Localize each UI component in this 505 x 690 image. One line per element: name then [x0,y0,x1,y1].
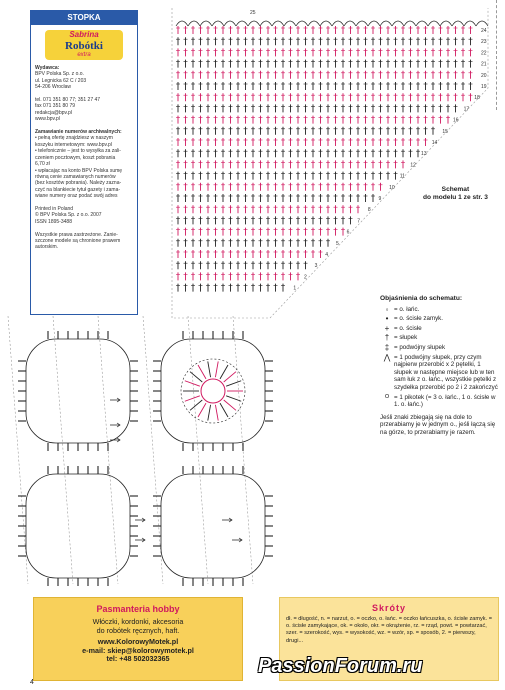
watermark: PassionForum.ru [258,655,423,677]
top-arch [476,21,488,26]
row-number: 19 [481,84,487,90]
row-number: 14 [431,140,438,146]
top-arch [236,21,248,26]
radial-stitch [198,403,206,417]
ad-phone: tel: +48 502032365 [106,654,170,664]
top-arch [416,21,428,26]
stopka-line: © BPV Polska Sp. z o.o. 2007 [35,212,102,219]
row-number: 11 [399,173,405,180]
top-arch [188,21,200,26]
legend-symbol: ⋀ [383,352,391,362]
row-number: 18 [474,95,480,102]
top-arch [260,21,272,26]
top-arch [296,21,308,26]
radial-stitch [190,400,202,410]
stopka-line: fax 071 351 80 79 [35,103,76,110]
legend-text: = słupek [394,334,418,342]
radial-stitch [215,405,218,421]
legend-text: = o. łańc. [394,305,420,313]
row-number: 8 [367,207,371,214]
row-number: 17 [463,106,470,113]
top-row-number: 25 [250,10,256,16]
legend-item [380,315,498,323]
motif-frame [161,474,265,578]
legend-text: = podwójny słupek [394,343,446,351]
logo-top: Sabrina [69,30,99,39]
radial-stitch [185,396,200,401]
stopka-line: Printed in Poland [35,205,74,212]
ad-line1: Włóczki, kordonki, akcesoria [92,617,184,626]
stopka-line: autorskim. [35,244,59,251]
legend-item [380,334,498,342]
row-number: 6 [346,229,350,236]
legend-text: = 1 pikotek (= 3 o. łańc., 1 o. ścisłe w 1. o. łańc.) [394,393,496,409]
top-arch [176,21,188,26]
top-arch [440,21,452,26]
abbreviations-title: Skróty [371,603,406,613]
ad-line2: do robótek ręcznych, haft. [96,626,180,635]
radial-stitch [215,361,218,377]
center-ring [201,379,225,403]
row-number: 5 [335,240,339,247]
motif-frame [26,339,130,443]
direction-arrow [232,538,242,542]
row-number: 2 [304,274,307,281]
top-arch [464,21,476,26]
legend-item [380,354,498,392]
stopka-line: równą cenie zamawianych numerów [35,173,116,180]
stopka-line: www.bpv.pl [35,116,60,123]
schemat-caption [423,186,488,202]
ad-title: Pasmanteria hobby [96,604,180,614]
row-number: 16 [452,117,459,124]
legend [380,295,498,437]
lattice-line [8,316,28,584]
legend-text: = 1 podwójny słupek, przy czym najpierw przerobić x 2 pętelki, 1 słupek w następne miejsce lub w ten sam łuk z o. łańc., wszystkie pętelki z szydełka przerobić po 2 i 2 zakończyć [394,353,498,391]
stopka-line: 54-206 Wrocław [35,84,72,91]
legend-item [380,325,498,333]
stopka-line: Wydawca: [35,65,60,71]
lattice-line [188,316,208,584]
row-number: 3 [314,263,318,270]
stopka-line: • wpłacając na konto BPV Polska sumę [35,167,123,174]
top-arch [392,21,404,26]
radial-stitch [224,372,236,382]
lattice-line [143,316,163,584]
radial-stitch [198,365,206,379]
legend-symbol: ᴼ [384,392,390,402]
row-number: 4 [325,252,329,258]
direction-arrow [222,518,232,522]
direction-arrow [135,518,145,522]
legend-note: Jeśli znaki zbiegają się na dole to przerabiamy je w jednym o., jeśli łączą się na górze, to przerabiamy je razem. [380,413,496,436]
radial-stitch [224,400,236,410]
legend-items [380,306,498,409]
stopka-line: ISSN 1895-3488 [35,218,72,225]
top-arch [344,21,356,26]
top-arch [332,21,344,26]
stopka-line: czeniem pocztowym, koszt pobrania [35,154,116,161]
stopka-line: • pełną ofertę znajdziesz w naszym [35,135,113,142]
stopka-line: • telefonicznie – jest to wysyłka za zali- [35,148,121,155]
stopka-line: Wszystkie prawa zastrzeżone. Zanie- [35,231,118,238]
stopka-line: szczone modele są chronione prawem [35,237,121,244]
legend-symbol: ◦ [385,304,389,314]
row-number: 22 [481,50,487,57]
top-arch [224,21,236,26]
legend-symbol: ‡ [384,342,390,352]
legend-item [380,394,498,409]
legend-item [380,306,498,314]
schemat-line1: Schemat [441,186,470,193]
row-number: 13 [421,151,427,158]
stopka-line: tel. 071 351 80 77; 351 27 47 [35,97,101,104]
ad-website-link[interactable]: www.KolorowyMotek.pl [97,637,179,646]
stopka-line: Zamawianie numerów archiwalnych: [35,129,122,136]
top-arch [284,21,296,26]
radial-stitch [190,372,202,382]
lattice-line [53,316,73,584]
top-arch [368,21,380,26]
ad-box [33,597,243,681]
radial-stitch [226,381,241,386]
stopka-line: redakcja@bpv.pl [35,109,72,116]
top-arch [404,21,416,26]
legend-text: = o. ścisłe zamyk. [394,315,443,323]
radial-stitch [185,381,200,386]
row-number: 20 [481,72,487,79]
legend-symbol: † [384,333,390,343]
top-arch [380,21,392,26]
ad-email-link[interactable]: e-mail: skiep@kolorowymotek.pl [82,645,194,655]
logo-main: Robótki [65,40,103,52]
radial-stitch [220,365,228,379]
abbreviations-text: dł. = długość, n. = narzut, o. = oczko, o. łańc. = oczko łańcuszka, o. ścisłe zamyk. = o. ścisłe zamykające, ok. = około, okr. = okrążenie, rz. = rząd, powt. = powtarzać, szer. = szerokość, wys. = wysokość, wz. = wzór, sp. = sposób, 2. = pierwszy, drugi... [286,616,492,644]
row-number: 15 [442,128,448,135]
stopka-line: (bez kosztów pobrania). Należy zazna- [35,180,122,187]
legend-symbol: + [384,323,390,333]
top-arch [428,21,440,26]
legend-text: = o. ścisłe [394,324,422,332]
legend-symbol: • [385,314,389,324]
stopka-header: STOPKA [31,11,137,25]
radial-stitch [220,403,228,417]
page-edge [496,0,500,110]
stopka-line: wiane numery oraz podać swój adres [35,193,118,200]
row-number: 21 [481,61,487,68]
row-number: 23 [481,39,487,46]
radial-stitch [208,405,211,421]
page-number: 4 [30,679,34,686]
top-arch [452,21,464,26]
row-number: 10 [389,184,395,191]
direction-arrow [110,398,120,402]
schemat-line2: do modelu 1 ze str. 3 [423,194,488,201]
top-arch [308,21,320,26]
stopka-line: BPV Polska Sp. z o.o. [35,71,84,78]
row-number: 12 [410,162,416,169]
logo-sub: extra [77,52,91,58]
top-arch [272,21,284,26]
legend-item [380,344,498,352]
legend-title: Objaśnienia do schematu: [380,295,463,302]
motif-frame [26,474,130,578]
direction-arrow [110,423,120,427]
stopka-line: ul. Legnicka 62 C / 203 [35,77,87,84]
row-number: 7 [357,218,361,225]
top-arch [320,21,332,26]
stopka-line: koszyku internetowym: www.bpv.pl [35,141,112,148]
row-number: 1 [293,285,297,292]
row-number: 24 [481,28,487,34]
stopka-line: 6,70 zł [35,161,50,168]
stopka-line: czyć na blankiecie tytuł gazety i zama- [35,186,121,193]
top-arch [212,21,224,26]
top-arch [248,21,260,26]
top-arch [200,21,212,26]
row-number: 9 [378,196,382,202]
direction-arrow [135,538,145,542]
motif-frame [161,339,265,443]
radial-stitch [208,361,211,377]
top-arch [356,21,368,26]
